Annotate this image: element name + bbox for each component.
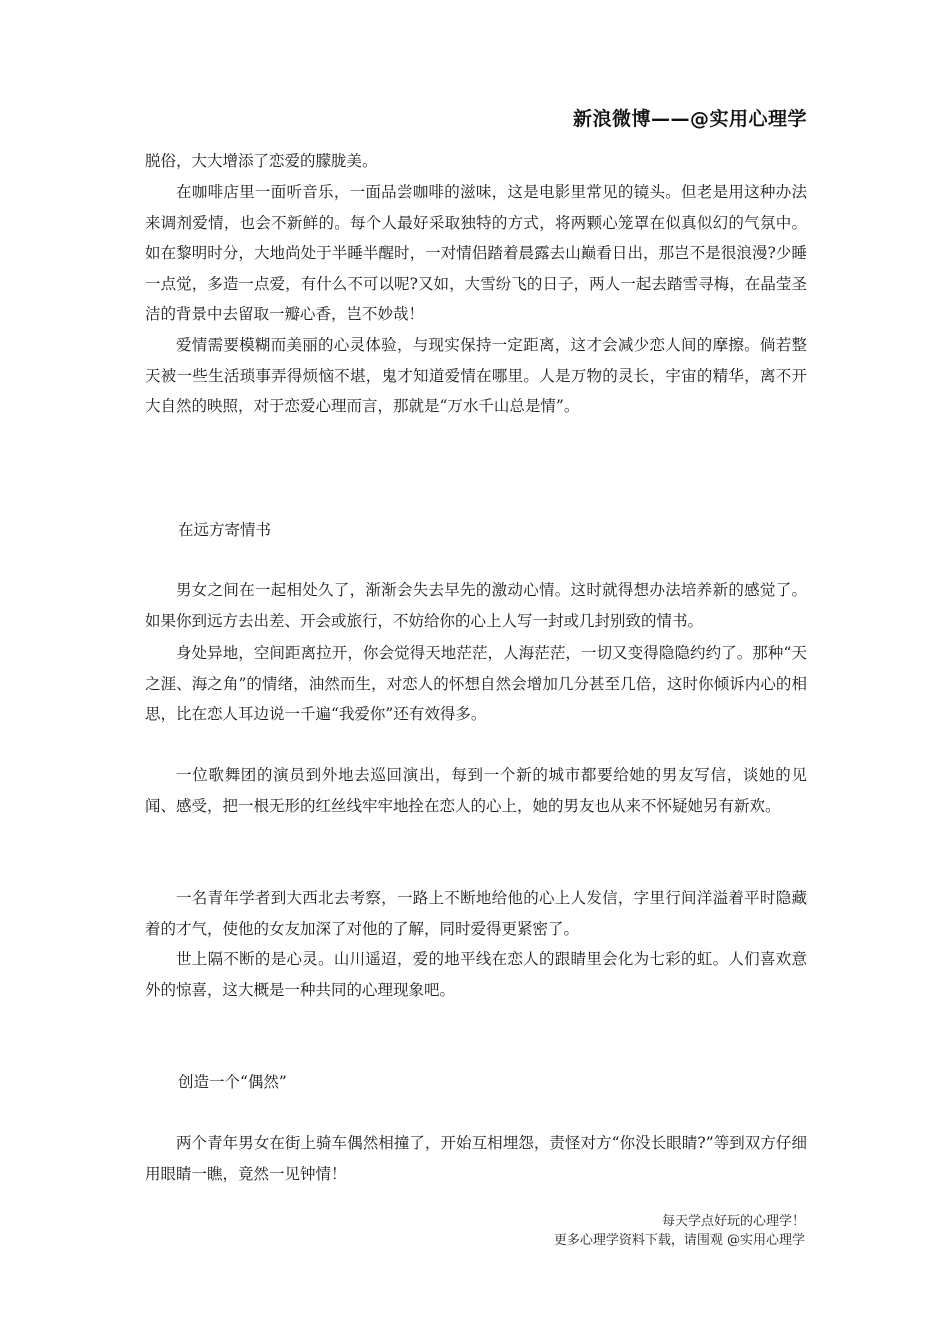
header-title: 新浪微博——@实用心理学 [572, 108, 807, 130]
paragraph: 爱情需要模糊而美丽的心灵体验，与现实保持一定距离，这才会减少恋人间的摩擦。倘若整天被一些生活琐事弄得烦恼不堪，鬼才知道爱情在哪里。人是万物的灵长，宇宙的精华，离不开大自然的映照，对于恋爱心理而言，那就是“万水千山总是情”。 [145, 336, 807, 415]
paragraph: 脱俗，大大增添了恋爱的朦胧美。 [145, 152, 378, 170]
paragraph: 两个青年男女在街上骑车偶然相撞了，开始互相埋怨，责怪对方“你没长眼睛?”等到双方仔细用眼睛一瞧，竟然一见钟情！ [145, 1134, 807, 1183]
section-heading: 创造一个“偶然” [178, 1073, 287, 1091]
section-heading: 在远方寄情书 [178, 521, 272, 539]
paragraph: 世上隔不断的是心灵。山川遥迢，爱的地平线在恋人的跟睛里会化为七彩的虹。人们喜欢意外的惊喜，这大概是一种共同的心理现象吧。 [145, 950, 807, 999]
footer-line: 更多心理学资料下载，请围观 @实用心理学 [553, 1233, 805, 1248]
paragraph: 男女之间在一起相处久了，渐渐会失去早先的激动心情。这时就得想办法培养新的感觉了。如果你到远方去出差、开会或旅行，不妨给你的心上人写一封或几封别致的情书。 [145, 581, 807, 630]
paragraph: 一名青年学者到大西北去考察，一路上不断地给他的心上人发信，字里行间洋溢着平时隐藏着的才气，使他的女友加深了对他的了解，同时爱得更紧密了。 [145, 889, 807, 938]
paragraph: 身处异地，空间距离拉开，你会觉得天地茫茫，人海茫茫，一切又变得隐隐约约了。那种“天之涯、海之角”的情绪，油然而生，对恋人的怀想自然会增加几分甚至几倍，这时你倾诉内心的相思，比在恋人耳边说一千遍“我爱你”还有效得多。 [145, 644, 807, 723]
footer-line: 每天学点好玩的心理学！ [661, 1214, 805, 1229]
paragraph: 一位歌舞团的演员到外地去巡回演出，每到一个新的城市都要给她的男友写信，谈她的见闻、感受，把一根无形的红丝线牢牢地拴在恋人的心上，她的男友也从来不怀疑她另有新欢。 [145, 766, 807, 815]
paragraph: 在咖啡店里一面听音乐，一面品尝咖啡的滋味，这是电影里常见的镜头。但老是用这种办法来调剂爱情，也会不新鲜的。每个人最好采取独特的方式，将两颗心笼罩在似真似幻的气氛中。如在黎明时分，大地尚处于半睡半醒时，一对情侣踏着晨露去山巅看日出，那岂不是很浪漫?少睡一点觉，多造一点爱，有什么不可以呢?又如，大雪纷飞的日子，两人一起去踏雪寻梅，在晶莹圣洁的背景中去留取一瓣心香，岂不妙哉！ [145, 183, 807, 323]
